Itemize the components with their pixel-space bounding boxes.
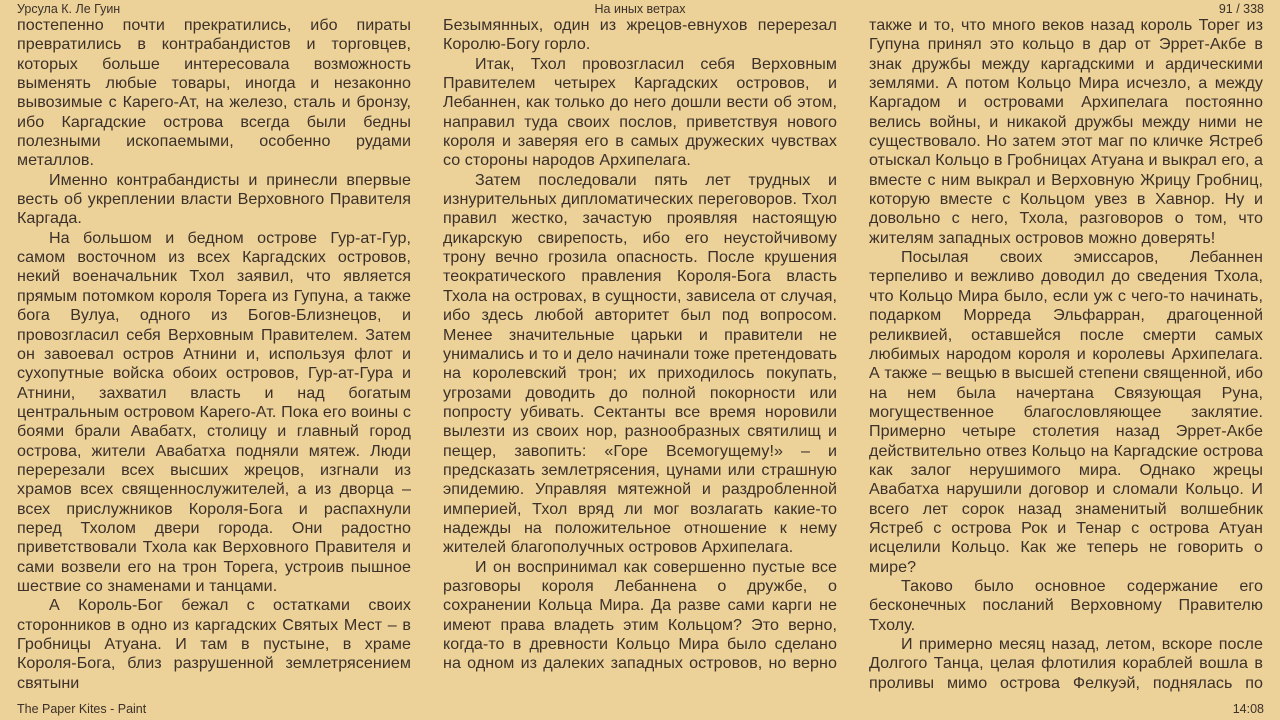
paragraph: Посылая своих эмиссаров, Лебаннен терпеливо и вежливо доводил до сведения Тхола, что Кольцо Мира было, если уж с чего-то начинать, подарком Морреда Эльфарран, драгоценной реликвией, оставшейся после смерти самых любимых народом короля и королевы Архипелага. А также – вещью в высшей степени священной, ибо на нем была начертана Связующая Руна, могущественное благословляющее заклятие. Примерно четыре столетия назад Эррет-Акбе действительно отвез Кольцо на Каргадские острова как залог нерушимого мира. Однако жрецы Авабатха нарушили договор и сломали Кольцо. И всего лет сорок назад знаменитый волшебник Ястреб с острова Рок и Тенар с острова Атуан исцелили Кольцо. Как же теперь не говорить о мире? [869, 248, 1263, 576]
paragraph: Безымянных, один из жрецов-евнухов перерезал Королю-Богу горло. [443, 16, 837, 54]
paragraph: Таково было основное содержание его бесконечных посланий Верховному Правителю Тхолу. [869, 576, 1263, 634]
paragraph: постепенно почти прекратились, ибо пираты превратились в контрабандистов и торговцев, которых больше интересовала возможность выменять любые товары, иногда и незаконно вывозимые с Карего-Ат, на железо, сталь и бронзу, ибо Каргадские острова всегда были бедны полезными ископаемыми, особенно рудами металлов. [17, 16, 411, 170]
now-playing-track: The Paper Kites - Paint [17, 702, 147, 716]
paragraph: И он воспринимал как совершенно пустые все разговоры короля Лебаннена о дружбе, о сохранении Кольца Мира. Да разве сами карги не имеют права владеть этим Кольцом? Это верно, когда-то в древности Кольцо Мира было сделано на одном из далеких западных островов, но верно [443, 557, 837, 673]
paragraph: Затем последовали пять лет трудных и изнурительных дипломатических переговоров. Тхол правил жестко, зачастую проявляя настоящую дикарскую свирепость, ибо его неустойчивому трону вечно грозила опасность. После крушения теократического правления Короля-Бога власть Тхола на островах, в сущности, зависела от случая, ибо здесь любой авторитет был под вопросом. Менее значительные царьки и правители не унимались и то и дело начинали тоже претендовать на королевский трон; их приходилось покупать, угрозами доводить до полной покорности или попросту убивать. Сектанты все время норовили вылезти из своих нор, разнообразных святилищ и пещер, завопить: «Горе Всемогущему!» – и предсказать землетрясения, цунами или страшную эпидемию. Управляя мятежной и раздробленной империей, Тхол вряд ли мог возлагать какие-то надежды на положительное отношение к нему жителей благополучных островов Архипелага. [443, 170, 837, 557]
page-indicator: 91 / 338 [1218, 2, 1264, 16]
text-column-2[interactable] [443, 16, 837, 674]
paragraph: Именно контрабандисты и принесли впервые весть об укреплении власти Верховного Правителя Каргада. [17, 170, 411, 228]
book-author: Урсула К. Ле Гуин [17, 2, 121, 16]
text-column-1[interactable] [17, 16, 411, 693]
paragraph: Итак, Тхол провозгласил себя Верховным Правителем четырех Каргадских островов, и Лебаннен, как только до него дошли вести об этом, направил туда своих послов, приветствуя нового короля и заверяя его в самых дружеских чувствах со стороны народов Архипелага. [443, 54, 837, 170]
paragraph: На большом и бедном острове Гур-ат-Гур, самом восточном из всех Каргадских островов, некий военачальник Тхол заявил, что является прямым потомком короля Торега из Гупуна, а также бога Вулуа, одного из Богов-Близнецов, и провозгласил себя Верховным Правителем. Затем он завоевал остров Атнини и, используя флот и сухопутные войска обоих островов, Гур-ат-Гура и Атнини, захватил власть и над богатым центральным островом Карего-Ат. Пока его воины с боями брали Авабатх, столицу и главный город острова, жители Авабатха подняли мятеж. Люди перерезали всех высших жрецов, изгнали из храмов всех священнослужителей, а из дворца – всех прислужников Короля-Бога и распахнули перед Тхолом двери города. Они радостно приветствовали Тхола как Верховного Правителя и сами возвели его на трон Торега, устроив пышное шествие со знаменами и танцами. [17, 228, 411, 595]
book-title: На иных ветрах [594, 2, 686, 16]
paragraph: А Король-Бог бежал с остатками своих сторонников в одно из каргадских Святых Мест – в Гробницы Атуана. И там в пустыне, в храме Короля-Бога, близ разрушенной землетрясением святыни [17, 596, 411, 692]
status-clock: 14:08 [1232, 702, 1264, 716]
paragraph: также и то, что много веков назад король Торег из Гупуна принял это кольцо в дар от Эррет-Акбе в знак дружбы между каргадскими и ардическими землями. А потом Кольцо Мира исчезло, а между Каргадом и островами Архипелага постоянно велись войны, и никакой дружбы между ними не существовало. Но затем этот маг по кличке Ястреб отыскал Кольцо в Гробницах Атуана и выкрал его, а вместе с ним выкрал и Верховную Жрицу Гробниц, которую вместе с Кольцом увез в Хавнор. Ну и довольно с него, Тхола, разговоров о том, что жителям западных островов можно доверять! [869, 16, 1263, 247]
text-column-3[interactable] [869, 16, 1263, 693]
paragraph: И примерно месяц назад, летом, вскоре после Долгого Танца, целая флотилия кораблей вошла в проливы мимо острова Фелкуэй, поднялась по [869, 635, 1263, 692]
